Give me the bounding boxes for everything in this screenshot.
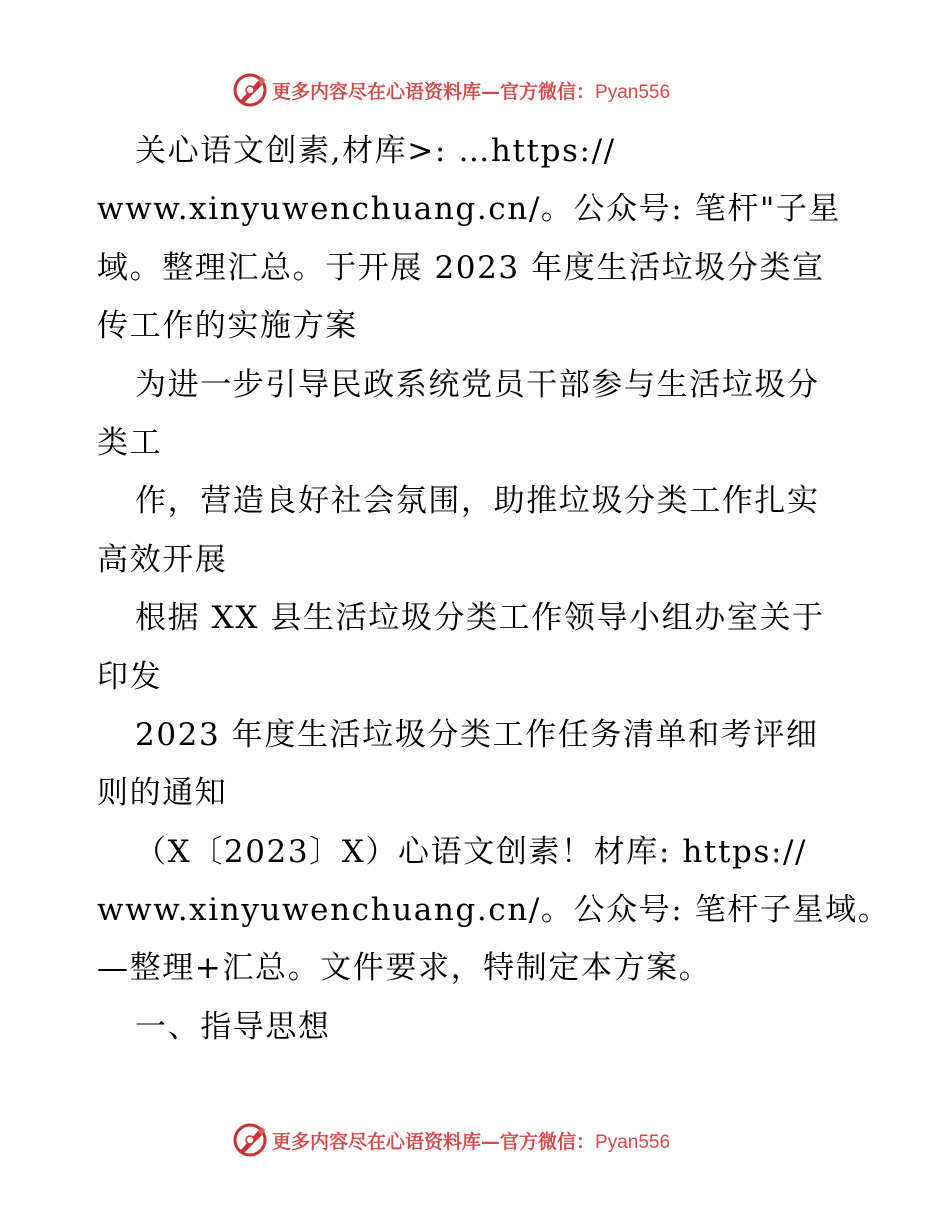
text-line: www.xinyuwenchuang.cn/。公众号: 笔杆"子星 — [97, 191, 842, 228]
text-line: 域。整理汇总。于开展 2023 年度生活垃圾分类宣 — [97, 249, 825, 286]
pen-logo-icon — [232, 72, 268, 108]
text-line: —整理+汇总。文件要求，特制定本方案。 — [97, 950, 712, 987]
pen-logo-icon — [232, 1122, 268, 1158]
text-line: 传工作的实施方案 — [97, 308, 358, 345]
text-line: 则的通知 — [97, 775, 228, 812]
section-heading: 一、指导思想 — [135, 1008, 331, 1045]
text-line: 为进一步引导民政系统党员干部参与生活垃圾分 — [135, 366, 820, 403]
text-line: （X〔2023〕X）心语文创素！材库: https:// — [135, 833, 808, 870]
text-line: 高效开展 — [97, 541, 228, 578]
text-line: www.xinyuwenchuang.cn/。公众号: 笔杆子星域。 — [97, 892, 891, 929]
text-line: 作，营造良好社会氛围，助推垃圾分类工作扎实 — [135, 483, 820, 520]
header-watermark-banner — [232, 70, 722, 110]
footer-watermark-banner — [232, 1120, 722, 1160]
text-line: 2023 年度生活垃圾分类工作任务清单和考评细 — [135, 716, 819, 753]
text-line: 根据 XX 县生活垃圾分类工作领导小组办室关于 — [135, 600, 825, 637]
footer-banner-text: 更多内容尽在心语资料库—官方微信：Pyan556 — [272, 1130, 671, 1153]
text-line: 关心语文创素,材库>: …https:// — [135, 133, 616, 169]
text-line: 类工 — [97, 424, 163, 461]
text-line: 印发 — [97, 658, 163, 695]
header-banner-text: 更多内容尽在心语资料库—官方微信：Pyan556 — [272, 80, 671, 103]
document-body — [97, 122, 891, 1056]
